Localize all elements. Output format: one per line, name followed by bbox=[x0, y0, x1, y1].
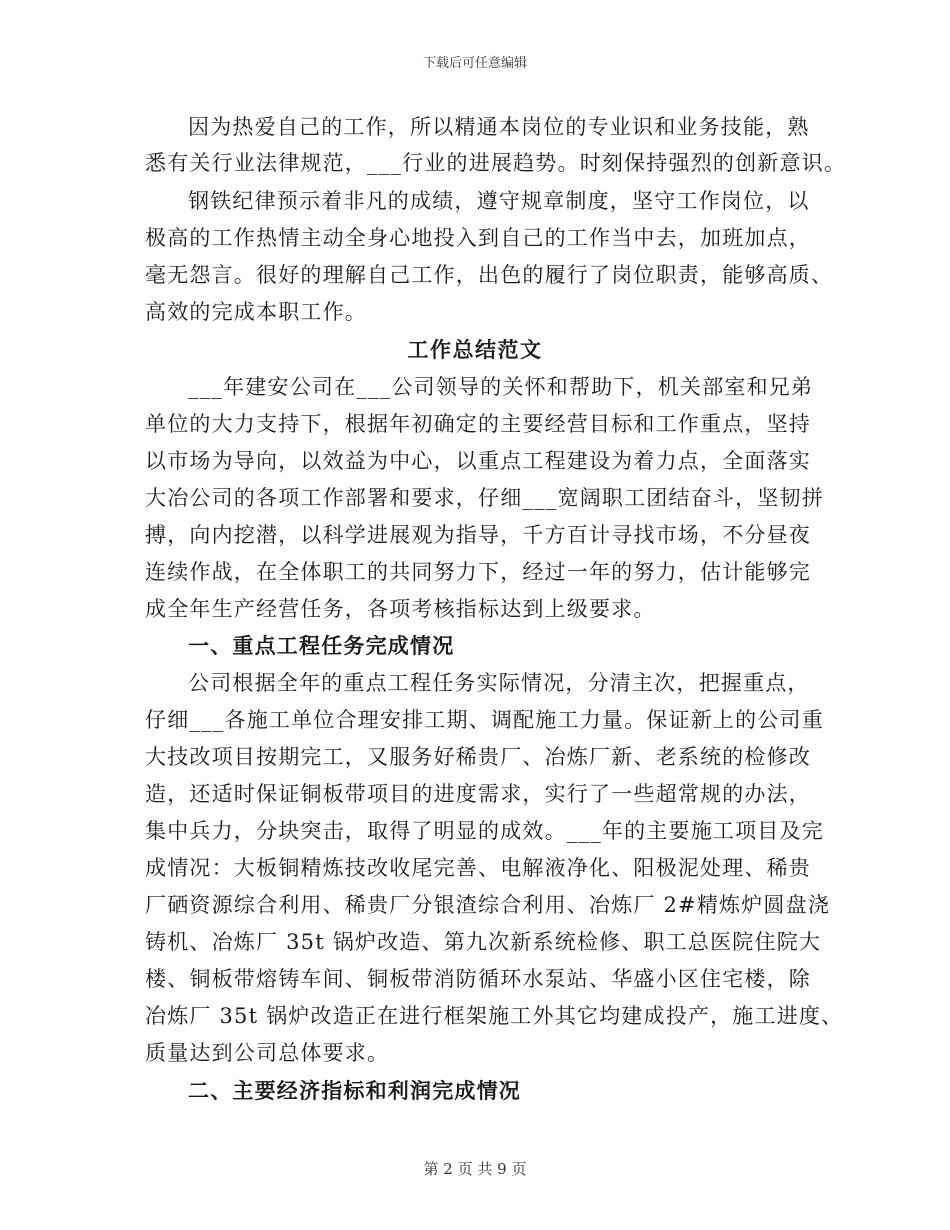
paragraph-line: 冶炼厂 35t 锅炉改造正在进行框架施工外其它均建成投产，施工进度、 bbox=[145, 1004, 844, 1028]
paragraph-line: 楼、铜板带熔铸车间、铜板带消防循环水泵站、华盛小区住宅楼，除 bbox=[145, 967, 811, 991]
paragraph-line: 仔细___各施工单位合理安排工期、调配施工力量。保证新上的公司重 bbox=[145, 708, 824, 732]
paragraph-line: 搏，向内挖潜，以科学进展观为指导，千方百计寻找市场，不分昼夜 bbox=[145, 523, 811, 547]
paragraph-line: 质量达到公司总体要求。 bbox=[145, 1041, 390, 1065]
paragraph-line: 连续作战，在全体职工的共同努力下，经过一年的努力，估计能够完 bbox=[145, 560, 811, 584]
paragraph-line: 因为热爱自己的工作，所以精通本岗位的专业识和业务技能，熟 bbox=[188, 115, 810, 139]
paragraph-line: 大冶公司的各项工作部署和要求，仔细___宽阔职工团结奋斗，坚韧拼 bbox=[145, 486, 824, 510]
paragraph-line: 大技改项目按期完工，又服务好稀贵厂、冶炼厂新、老系统的检修改 bbox=[145, 745, 811, 769]
paragraph-line: 铸机、冶炼厂 35t 锅炉改造、第九次新系统检修、职工总医院住院大 bbox=[145, 930, 822, 954]
page-number: 第 2 页 共 9 页 bbox=[423, 1160, 527, 1178]
paragraph-line: 悉有关行业法律规范，___行业的进展趋势。时刻保持强烈的创新意识。 bbox=[145, 151, 847, 175]
paragraph-line: 毫无怨言。很好的理解自己工作，出色的履行了岗位职责，能够高质、 bbox=[145, 263, 834, 287]
paragraph-line: 公司根据全年的重点工程任务实际情况，分清主次，把握重点， bbox=[188, 671, 810, 695]
section-heading: 二、主要经济指标和利润完成情况 bbox=[188, 1078, 521, 1103]
paragraph-line: 厂硒资源综合利用、稀贵厂分银渣综合利用、冶炼厂 2#精炼炉圆盘浇 bbox=[145, 893, 831, 917]
paragraph-line: 成情况：大板铜精炼技改收尾完善、电解液净化、阳极泥处理、稀贵 bbox=[145, 856, 811, 880]
paragraph-line: ___年建安公司在___公司领导的关怀和帮助下，机关部室和兄弟 bbox=[188, 375, 814, 399]
paragraph-line: 钢铁纪律预示着非凡的成绩，遵守规章制度，坚守工作岗位，以 bbox=[188, 189, 810, 213]
paragraph-line: 单位的大力支持下，根据年初确定的主要经营目标和工作重点，坚持 bbox=[145, 412, 811, 436]
paragraph-line: 极高的工作热情主动全身心地投入到自己的工作当中去，加班加点， bbox=[145, 226, 811, 250]
paragraph-line: 成全年生产经营任务，各项考核指标达到上级要求。 bbox=[145, 597, 656, 621]
paragraph-line: 高效的完成本职工作。 bbox=[145, 300, 367, 324]
section-heading: 一、重点工程任务完成情况 bbox=[188, 633, 455, 658]
paragraph-line: 以市场为导向，以效益为中心，以重点工程建设为着力点，全面落实 bbox=[145, 449, 811, 473]
paragraph-line: 造，还适时保证铜板带项目的进度需求，实行了一些超常规的办法， bbox=[145, 782, 811, 806]
header-note: 下载后可任意编辑 bbox=[422, 56, 527, 71]
document-title: 工作总结范文 bbox=[407, 337, 543, 362]
paragraph-line: 集中兵力，分块突击，取得了明显的成效。___年的主要施工项目及完 bbox=[145, 819, 824, 843]
